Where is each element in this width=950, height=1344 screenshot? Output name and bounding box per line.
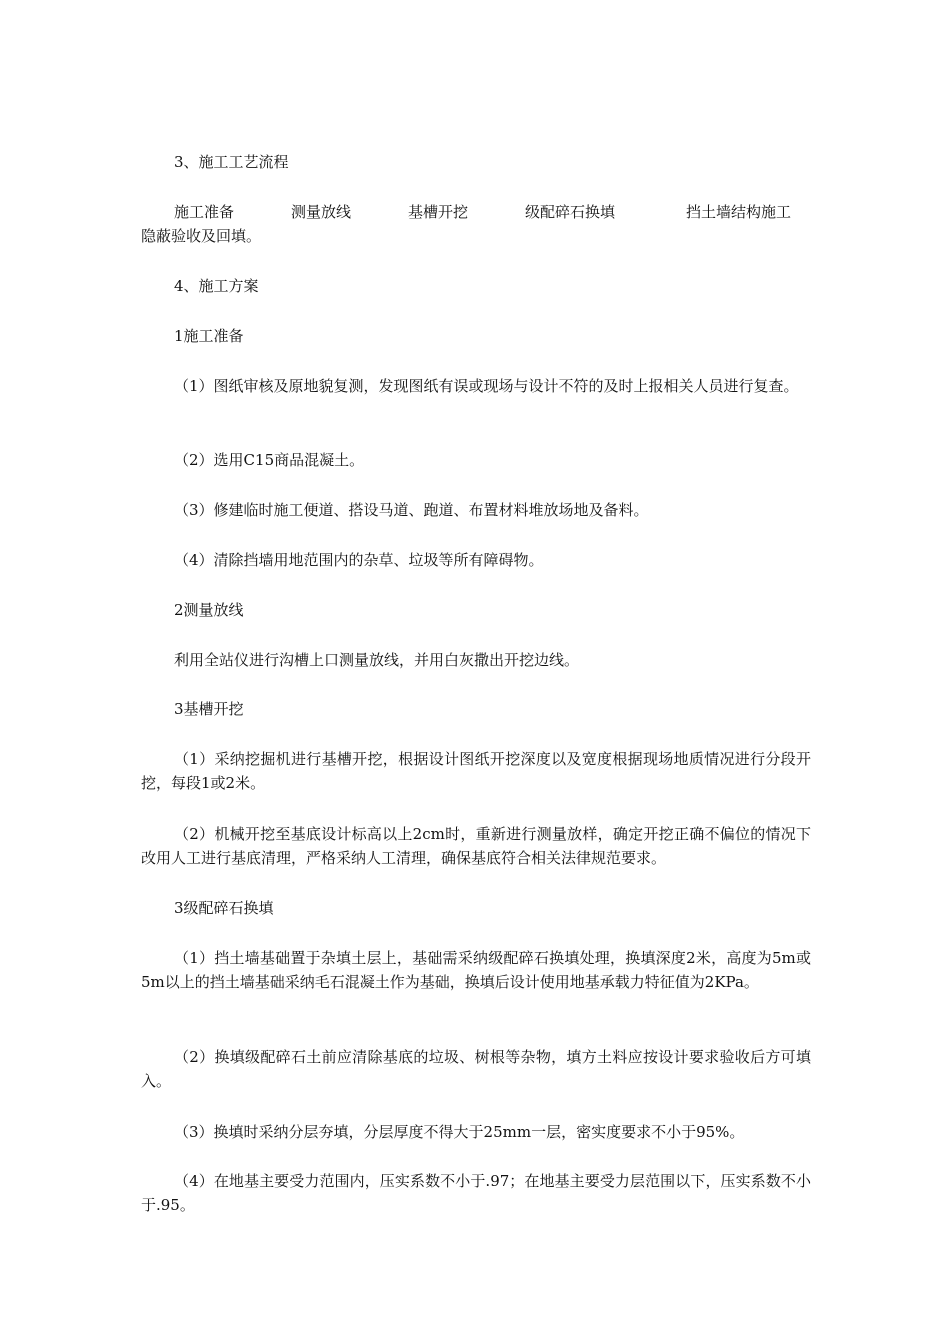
paragraph: （2）机械开挖至基底设计标高以上2cm时，重新进行测量放样，确定开挖正确不偏位的情况下改用人工进行基底清理，严格采纳人工清理，确保基底符合相关法律规范要求。 xyxy=(141,825,811,867)
process-flow-row xyxy=(141,200,811,224)
paragraph: （4）清除挡墙用地范围内的杂草、垃圾等所有障碍物。 xyxy=(174,551,544,569)
subsection-title: 2测量放线 xyxy=(174,601,244,619)
subsection-title: 3基槽开挖 xyxy=(174,700,244,718)
flow-step: 挡土墙结构施工 xyxy=(686,203,792,221)
flow-step: 基槽开挖 xyxy=(408,203,469,221)
paragraph: （3）换填时采纳分层夯填，分层厚度不得大于25mm一层，密实度要求不小于95%。 xyxy=(174,1123,745,1141)
paragraph: （1）挡土墙基础置于杂填土层上，基础需采纳级配碎石换填处理，换填深度2米，高度为5m或5m以上的挡土墙基础采纳毛石混凝土作为基础，换填后设计使用地基承载力特征值为2KPa。 xyxy=(141,949,811,991)
process-flow-row xyxy=(141,224,811,248)
subsection-title: 3级配碎石换填 xyxy=(174,899,274,917)
process-flow xyxy=(141,200,811,248)
paragraph: （4）在地基主要受力范围内，压实系数不小于.97；在地基主要受力层范围以下，压实系数不小于.95。 xyxy=(141,1172,811,1214)
paragraph: 利用全站仪进行沟槽上口测量放线，并用白灰撒出开挖边线。 xyxy=(174,651,580,669)
section-heading-4: 4、施工方案 xyxy=(174,277,259,295)
flow-step: 测量放线 xyxy=(291,203,352,221)
subsection-title: 1施工准备 xyxy=(174,327,244,345)
paragraph: （2）换填级配碎石土前应清除基底的垃圾、树根等杂物，填方土料应按设计要求验收后方可填入。 xyxy=(141,1048,811,1090)
paragraph: （3）修建临时施工便道、搭设马道、跑道、布置材料堆放场地及备料。 xyxy=(174,501,649,519)
flow-step: 级配碎石换填 xyxy=(525,203,616,221)
paragraph: （1）采纳挖掘机进行基槽开挖，根据设计图纸开挖深度以及宽度根据现场地质情况进行分段开挖，每段1或2米。 xyxy=(141,750,811,792)
section-heading-3: 3、施工工艺流程 xyxy=(174,153,289,171)
paragraph: （1）图纸审核及原地貌复测，发现图纸有误或现场与设计不符的及时上报相关人员进行复查。 xyxy=(174,377,799,395)
paragraph: （2）选用C15商品混凝土。 xyxy=(174,451,365,469)
flow-step: 施工准备 xyxy=(174,203,235,221)
flow-step-final: 隐蔽验收及回填。 xyxy=(141,227,262,245)
